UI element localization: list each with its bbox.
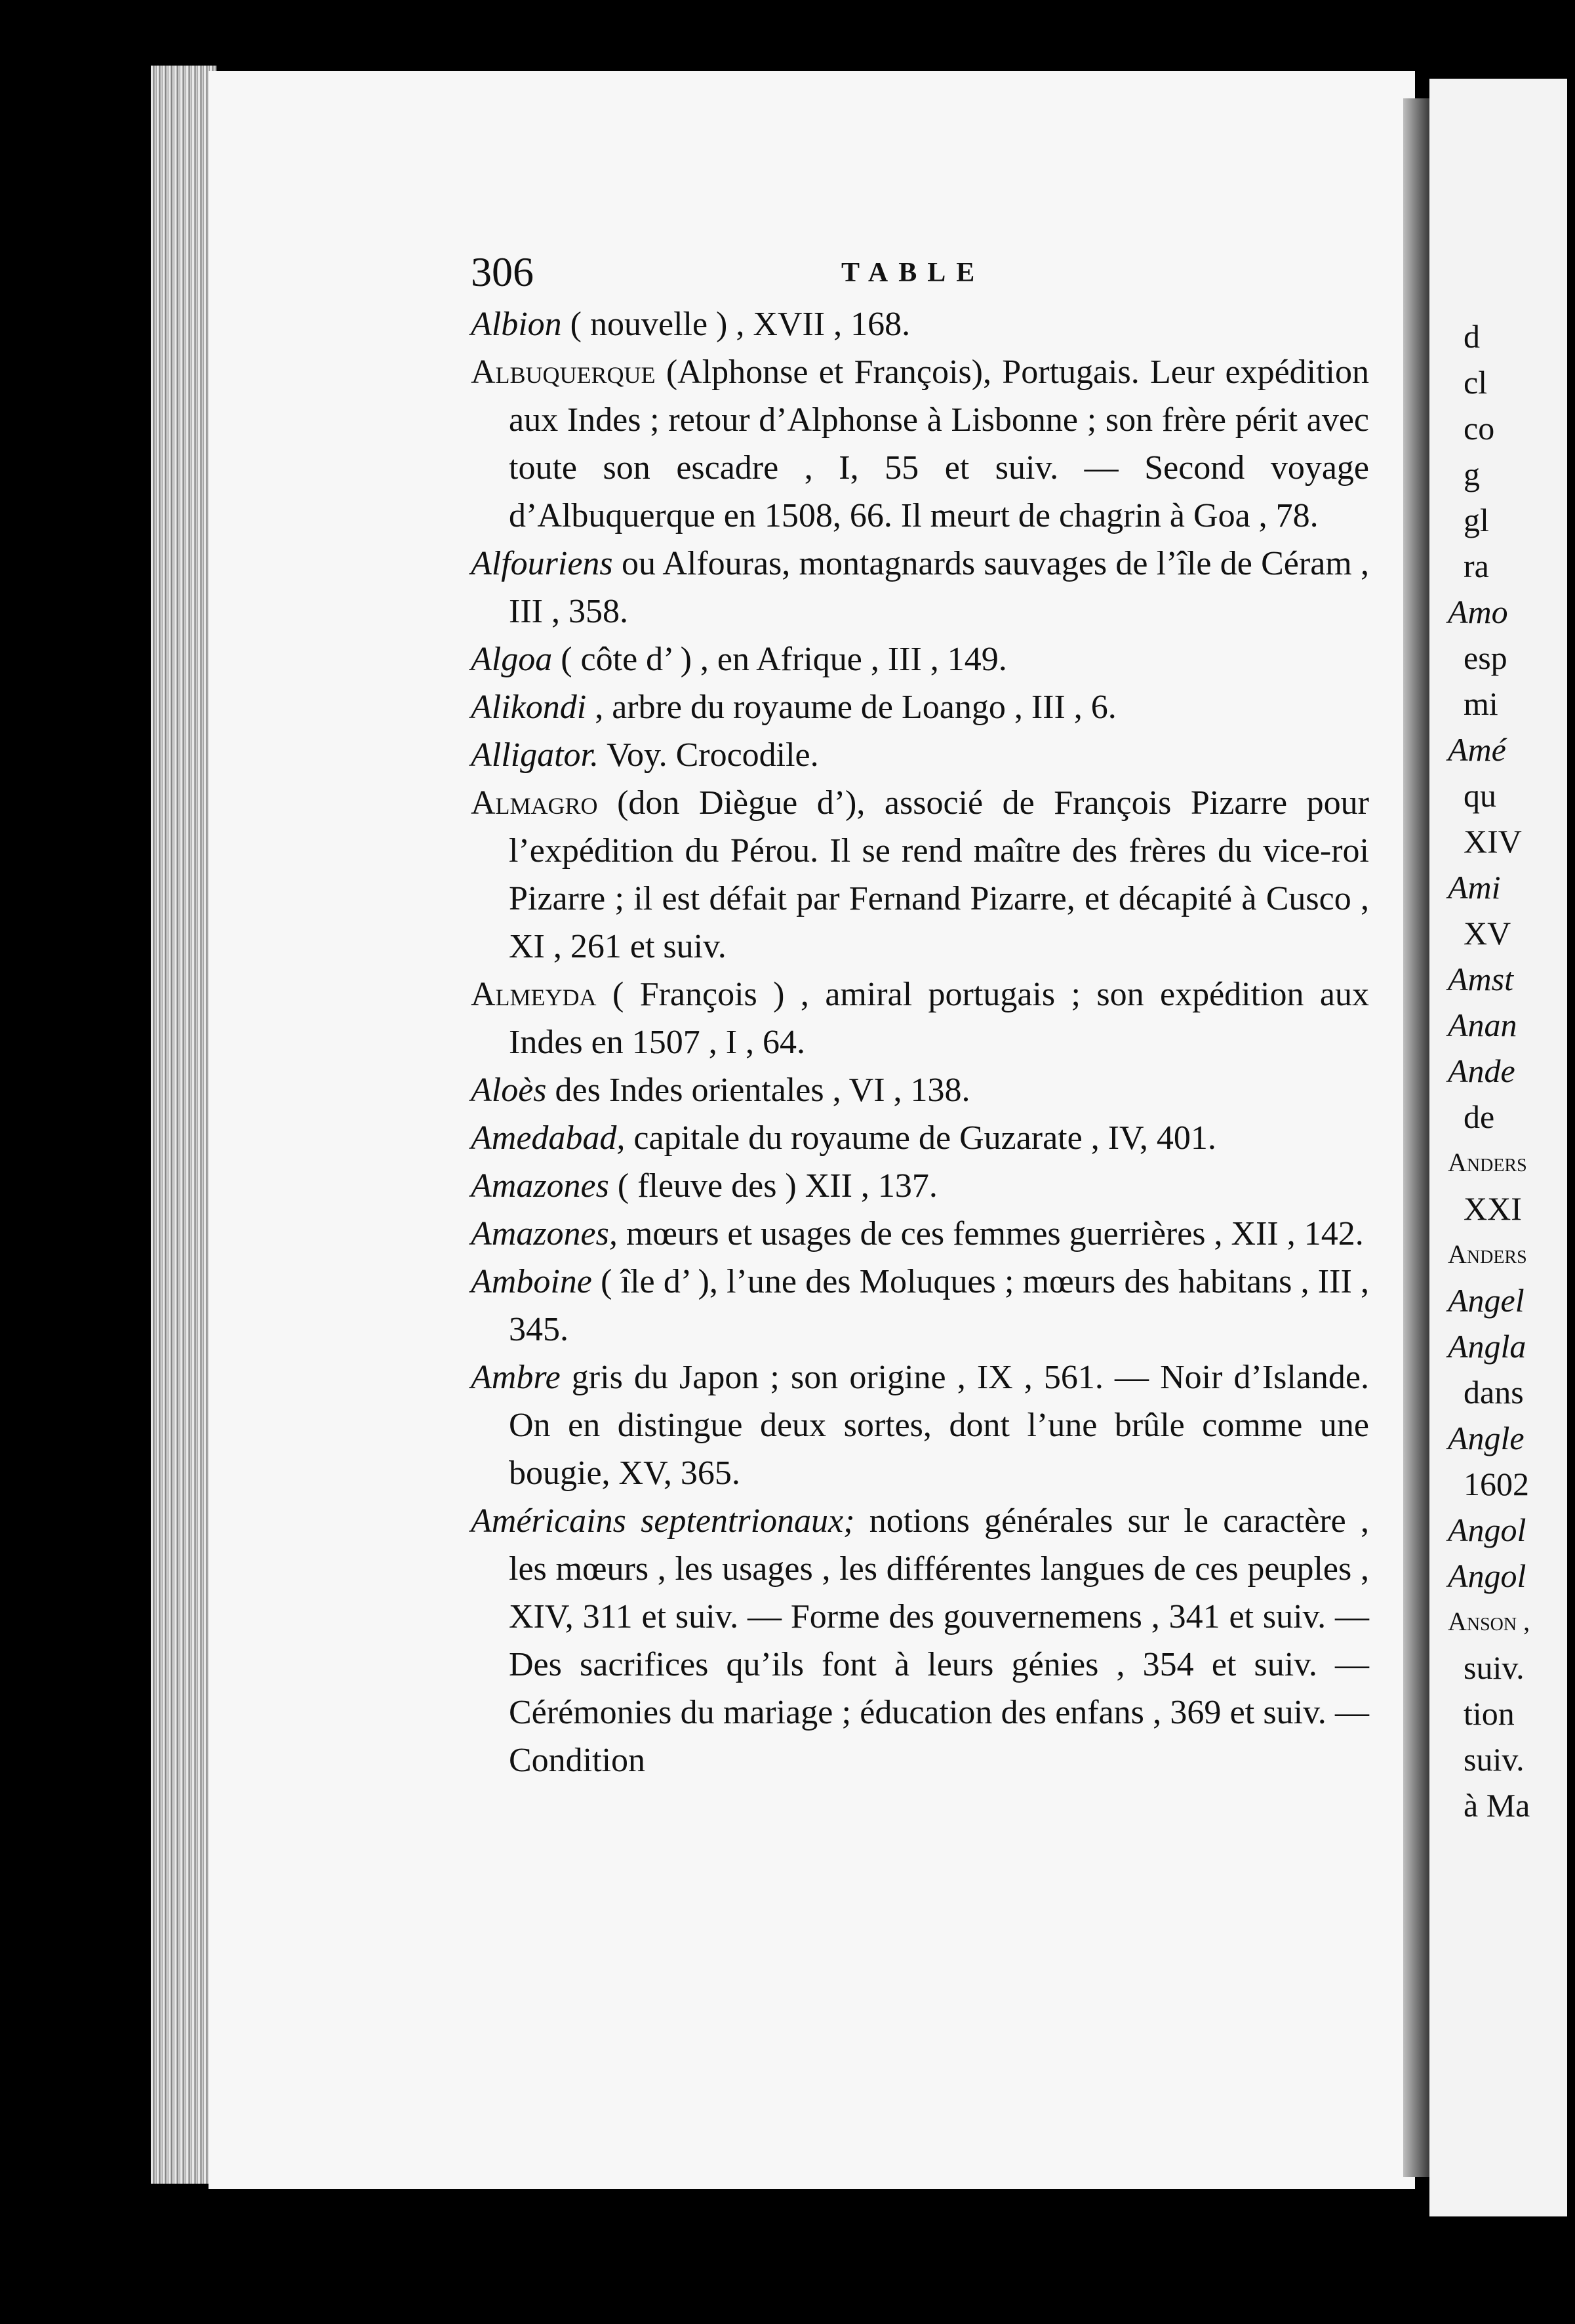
entry-text: Voy. Crocodile. [599,736,819,774]
index-entry [471,683,1369,731]
fragment-line: Angla [1448,1328,1526,1365]
fragment-line: Angol [1448,1557,1526,1594]
entry-text: ( nouvelle ) , XVII , 168. [561,306,911,343]
page-header [471,248,1356,307]
entry-text: gris du Japon ; son origine , IX , 561. — Noir d’Islande. On en distingue deux sortes, dont l’une brûle comme une bougie, XV, 365. [509,1359,1369,1492]
fragment-line: qu [1464,777,1496,814]
entry-text: ( François ) , amiral portugais ; son expédition aux Indes en 1507 , I , 64. [509,976,1369,1061]
entry-head: Alfouriens [471,545,613,582]
fragment-line: suiv. [1464,1741,1525,1778]
fragment-line: 1602 [1464,1466,1529,1502]
index-entry [471,1497,1369,1784]
fragment-line: Anders [1448,1239,1527,1269]
fragment-line: g [1464,456,1480,492]
fragment-line: esp [1464,639,1507,676]
fragment-line: d [1464,318,1480,355]
fragment-line: Angel [1448,1282,1525,1319]
entry-head: Amedabad, [471,1119,626,1157]
entry-text: (don Diègue d’), associé de François Pizarre pour l’expédition du Pérou. Il se rend maître des frères du vice-roi Pizarre ; il est défait par Fernand Pizarre, et décapité à Cusco , XI , 261 et suiv. [509,784,1369,965]
entry-text: ( fleuve des ) XII , 137. [608,1167,938,1205]
index-entries [471,300,1369,1784]
fragment-line: Amé [1448,731,1506,768]
fragment-line: co [1464,410,1495,447]
fragment-line: XV [1464,915,1511,952]
index-entry [471,540,1369,635]
index-entry [471,971,1369,1066]
entry-text: ( île d’ ), l’une des Moluques ; mœurs des habitans , III , 345. [509,1263,1369,1348]
entry-head: Albion [471,306,562,343]
entry-head: Almagro [471,784,598,822]
running-title: TABLE [841,258,986,288]
fragment-line: XXI [1464,1190,1522,1227]
entry-head: Amboine [471,1263,592,1300]
fragment-line: XIV [1464,823,1522,860]
index-entry [471,779,1369,971]
entry-head: Aloès [471,1072,547,1109]
page-number: 306 [471,249,534,295]
entry-text: des Indes orientales , VI , 138. [546,1072,970,1109]
fragment-line: Anders [1448,1148,1527,1177]
facing-page-fragments [1448,313,1575,1828]
entry-text: notions générales sur le caractère , les mœurs , les usages , les différentes langues de ces peuples , XIV, 311 et suiv. — Forme des gouvernemens , 341 et suiv. — Des sacrifices qu’ils font à leurs génies , 354 et suiv. — Cérémonies du mariage ; éducation des enfans , 369 et suiv. — Condition [509,1502,1370,1779]
entry-head: Ambre [471,1359,561,1396]
fragment-line: suiv. [1464,1649,1525,1686]
index-entry [471,635,1369,683]
entry-text: ( côte d’ ) , en Afrique , III , 149. [552,641,1007,678]
entry-head: Alikondi [471,689,587,726]
entry-head: Albuquerque [471,353,656,391]
entry-head: Amazones, [471,1215,618,1252]
entry-text: , arbre du royaume de Loango , III , 6. [586,689,1117,726]
index-entry [471,1066,1369,1114]
fragment-line: cl [1464,364,1488,401]
fragment-line: Angle [1448,1420,1525,1456]
entry-head: Almeyda [471,976,597,1013]
fragment-line: Ande [1448,1052,1515,1089]
entry-text: mœurs et usages de ces femmes guerrières , XII , 142. [617,1215,1364,1252]
fragment-line: ra [1464,548,1489,584]
fragment-line: dans [1464,1374,1524,1411]
entry-head: Algoa [471,641,553,678]
index-entry [471,1162,1369,1210]
fragment-line: Angol [1448,1512,1526,1548]
index-entry [471,1353,1369,1497]
entry-text: ou Alfouras, montagnards sauvages de l’île de Céram , III , 358. [509,545,1369,630]
entry-head: Alligator. [471,736,599,774]
fragment-line: tion [1464,1695,1515,1732]
fragment-line: gl [1464,502,1489,538]
page-edges [151,66,216,2184]
fragment-line: mi [1464,685,1498,722]
index-entry [471,300,1369,348]
index-entry [471,1258,1369,1353]
index-entry [471,1114,1369,1162]
fragment-line: à Ma [1464,1787,1530,1824]
fragment-line: Amst [1448,961,1513,997]
index-entry [471,1210,1369,1258]
index-entry [471,731,1369,779]
entry-text: capitale du royaume de Guzarate , IV, 401. [625,1119,1216,1157]
fragment-line: Ami [1448,869,1501,906]
entry-head: Amazones [471,1167,609,1205]
entry-head: Américains septentrionaux; [471,1502,855,1540]
fragment-line: Anson , [1448,1607,1530,1636]
fragment-line: de [1464,1098,1495,1135]
index-entry [471,348,1369,540]
fragment-line: Amo [1448,593,1508,630]
entry-text: (Alphonse et François), Portugais. Leur expédition aux Indes ; retour d’Alphonse à Lisbonne ; son frère périt avec toute son escadre , I, 55 et suiv. — Second voyage d’Albuquerque en 1508, 66. Il meurt de chagrin à Goa , 78. [509,353,1369,534]
fragment-line: Anan [1448,1007,1517,1043]
